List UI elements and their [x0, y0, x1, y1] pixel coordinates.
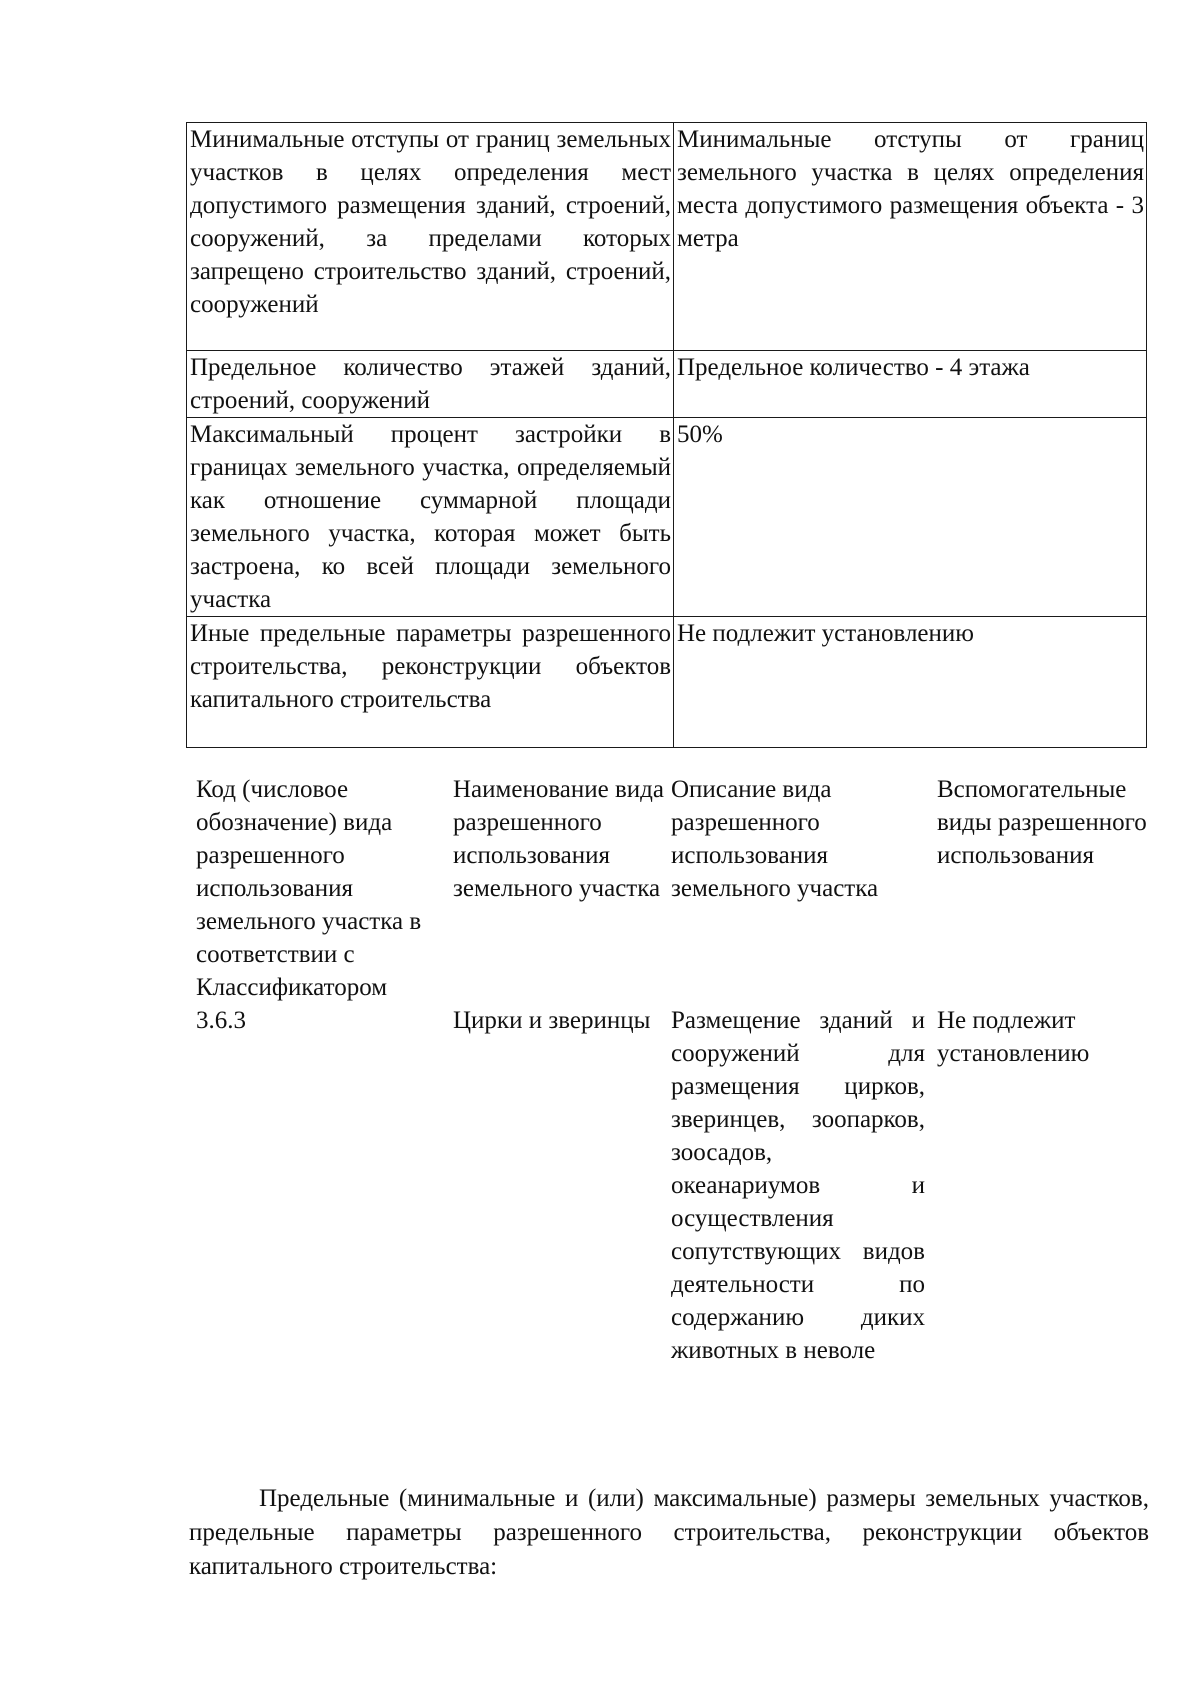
table-row: [187, 617, 1147, 748]
description-cell: Размещение зданий и сооружений для размещения цирков, зверинцев, зоопарков, зоосадов, океанариумов и осуществления сопутствующих видов деятельности по содержанию диких животных в неволе: [671, 1007, 925, 1364]
value-cell: Не подлежит установлению: [674, 617, 1147, 748]
value-cell: 50%: [674, 418, 1147, 617]
classification-table: [196, 773, 1167, 1367]
value-cell: Минимальные отступы от границ земельного участка в целях определения места допустимого размещения объекта - 3 метра: [674, 123, 1147, 351]
parameters-table: [186, 122, 1147, 748]
parameter-cell: Предельное количество этажей зданий, строений, сооружений: [187, 351, 674, 418]
header-description: Описание вида разрешенного использования земельного участка: [671, 776, 879, 902]
value-cell: Предельное количество - 4 этажа: [674, 351, 1147, 418]
parameter-cell: Максимальный процент застройки в границах земельного участка, определяемый как отношение суммарной площади земельного участка, которая может быть застроена, ко всей площади земельного участка: [187, 418, 674, 617]
header-name: Наименование вида разрешенного использования земельного участка: [453, 776, 664, 902]
name-cell: Цирки и зверинцы: [453, 1007, 651, 1034]
header-auxiliary: Вспомогательные виды разрешенного использования: [937, 776, 1147, 869]
code-cell: 3.6.3: [196, 1007, 246, 1034]
closing-paragraph: Предельные (минимальные и (или) максимальные) размеры земельных участков, предельные параметры разрешенного строительства, реконструкции объектов капитального строительства:: [189, 1485, 1149, 1580]
table-row: [187, 123, 1147, 351]
header-code: Код (числовое обозначение) вида разрешенного использования земельного участка в соответствии с Классификатором: [196, 776, 422, 1001]
table-header-row: [196, 773, 1167, 1004]
auxiliary-cell: Не подлежит установлению: [937, 1007, 1090, 1067]
table-row: [187, 351, 1147, 418]
parameter-cell: Иные предельные параметры разрешенного строительства, реконструкции объектов капитального строительства: [187, 617, 674, 748]
table-row: [196, 1004, 1167, 1367]
table-row: [187, 418, 1147, 617]
parameter-cell: Минимальные отступы от границ земельных участков в целях определения мест допустимого размещения зданий, строений, сооружений, за пределами которых запрещено строительство зданий, строений, сооружений: [187, 123, 674, 351]
